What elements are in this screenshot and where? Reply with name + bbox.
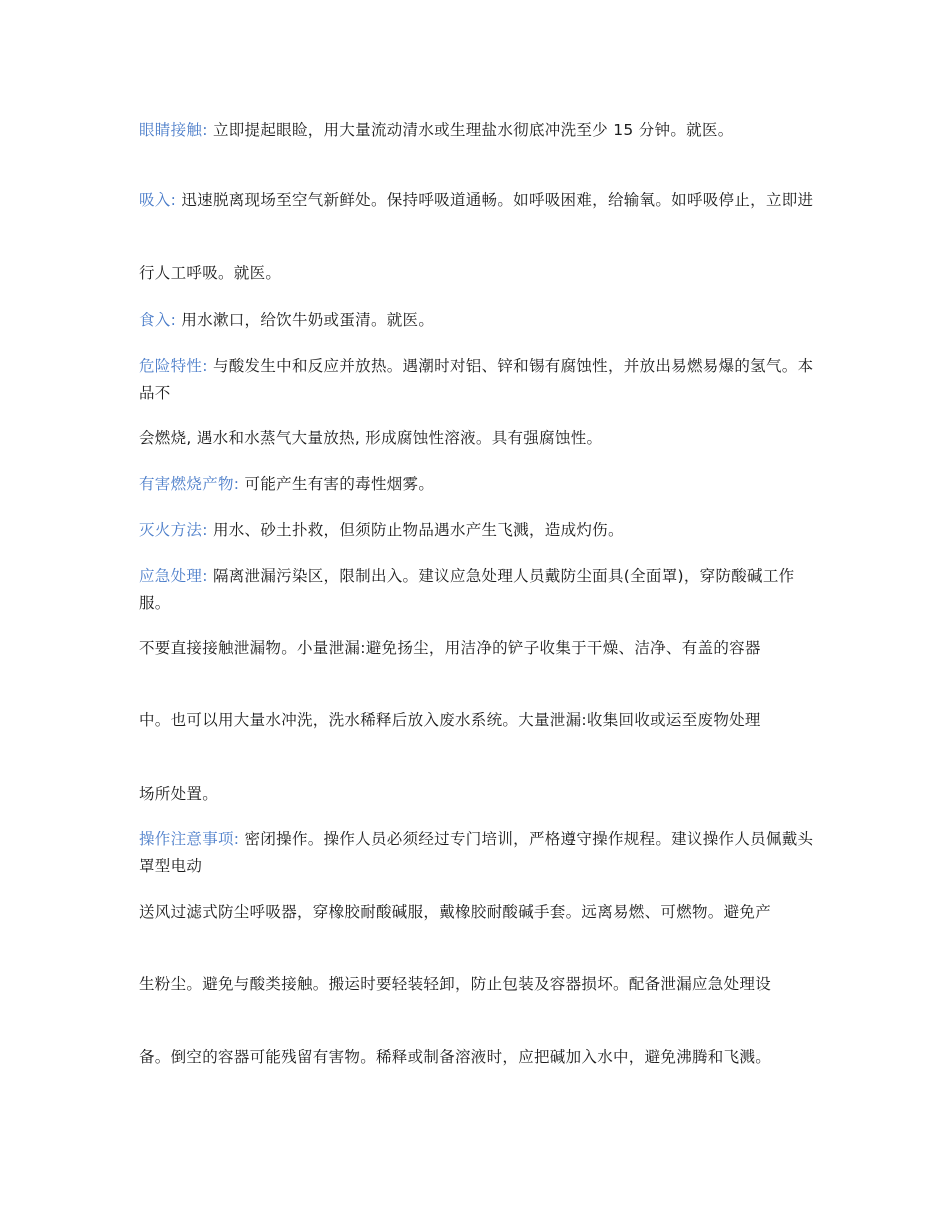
paragraph-hazard <box>139 353 815 407</box>
text-emergency-cont-3: 场所处置。 <box>139 785 219 803</box>
paragraph-hazard-cont <box>139 425 815 452</box>
text-combustion-products: 可能产生有害的毒性烟雾。 <box>239 475 435 493</box>
label-hazard: 危险特性: <box>139 357 208 375</box>
paragraph-handling <box>139 826 815 880</box>
text-hazard-cont: 会燃烧, 遇水和水蒸气大量放热, 形成腐蚀性溶液。具有强腐蚀性。 <box>139 429 603 447</box>
label-ingestion: 食入: <box>139 311 177 329</box>
paragraph-emergency-cont-2 <box>139 707 815 734</box>
label-combustion-products: 有害燃烧产物: <box>139 475 240 493</box>
text-handling-cont-2: 生粉尘。避免与酸类接触。搬运时要轻装轻卸，防止包装及容器损坏。配备泄漏应急处理设 <box>139 975 772 993</box>
label-fire-fighting: 灭火方法: <box>139 521 208 539</box>
text-emergency-cont-2: 中。也可以用大量水冲洗，洗水稀释后放入废水系统。大量泄漏:收集回收或运至废物处理 <box>139 711 761 729</box>
paragraph-inhalation-cont <box>139 260 815 287</box>
paragraph-fire-fighting <box>139 517 815 544</box>
paragraph-handling-cont-2 <box>139 971 815 998</box>
text-inhalation-cont: 行人工呼吸。就医。 <box>139 264 282 282</box>
text-eye-contact: 立即提起眼睑，用大量流动清水或生理盐水彻底冲洗至少 15 分钟。就医。 <box>207 121 734 139</box>
label-emergency: 应急处理: <box>139 567 208 585</box>
paragraph-combustion-products <box>139 471 815 498</box>
paragraph-eye-contact <box>139 117 815 144</box>
paragraph-ingestion <box>139 307 815 334</box>
label-inhalation: 吸入: <box>139 191 177 209</box>
paragraph-handling-cont-1 <box>139 899 815 926</box>
text-handling-cont-3: 备。倒空的容器可能残留有害物。稀释或制备溶液时，应把碱加入水中，避免沸腾和飞溅。 <box>139 1048 772 1066</box>
label-eye-contact: 眼睛接触: <box>139 121 208 139</box>
text-fire-fighting: 用水、砂土扑救，但须防止物品遇水产生飞溅，造成灼伤。 <box>207 521 624 539</box>
text-handling-cont-1: 送风过滤式防尘呼吸器，穿橡胶耐酸碱服，戴橡胶耐酸碱手套。远离易燃、可燃物。避免产 <box>139 903 772 921</box>
paragraph-inhalation <box>139 187 815 214</box>
paragraph-emergency-cont-3 <box>139 781 815 808</box>
text-emergency: 隔离泄漏污染区，限制出入。建议应急处理人员戴防尘面具(全面罩)，穿防酸碱工作服。 <box>139 567 795 612</box>
text-hazard: 与酸发生中和反应并放热。遇潮时对铝、锌和锡有腐蚀性，并放出易燃易爆的氢气。本品不 <box>139 357 814 402</box>
text-ingestion: 用水漱口，给饮牛奶或蛋清。就医。 <box>176 311 435 329</box>
text-inhalation: 迅速脱离现场至空气新鲜处。保持呼吸道通畅。如呼吸困难，给输氧。如呼吸停止，立即进 <box>176 191 814 209</box>
text-handling: 密闭操作。操作人员必须经过专门培训，严格遵守操作规程。建议操作人员佩戴头罩型电动 <box>139 830 814 875</box>
paragraph-emergency-cont-1 <box>139 635 815 662</box>
text-emergency-cont-1: 不要直接接触泄漏物。小量泄漏:避免扬尘，用洁净的铲子收集于干燥、洁净、有盖的容器 <box>139 639 761 657</box>
label-handling: 操作注意事项: <box>139 830 240 848</box>
paragraph-emergency <box>139 563 815 617</box>
paragraph-handling-cont-3 <box>139 1044 815 1071</box>
